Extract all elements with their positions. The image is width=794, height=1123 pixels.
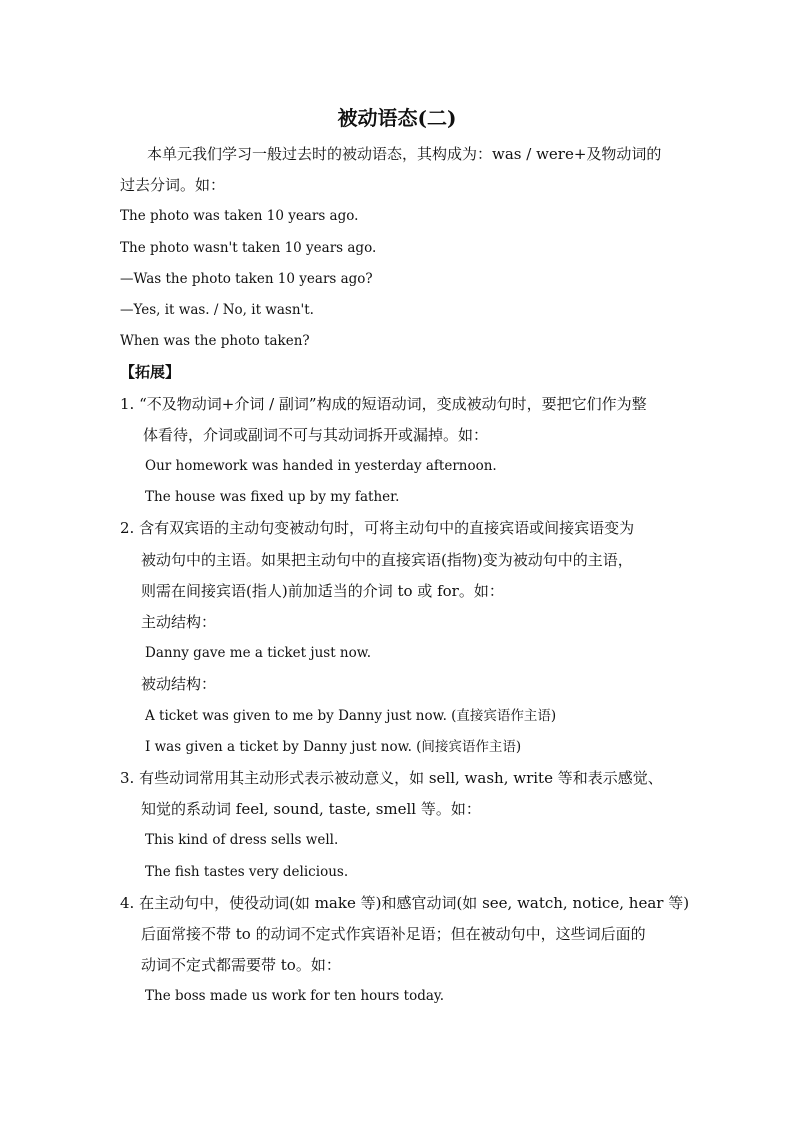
point-1-line: 1. “不及物动词+介词 / 副词”构成的短语动词，变成被动句时，要把它们作为整 <box>120 395 647 413</box>
intro-line-2: 过去分词。如： <box>120 176 226 194</box>
point-3-line: 知觉的系动词 feel, sound, taste, smell 等。如： <box>141 800 481 818</box>
point-4-example: The boss made us work for ten hours today. <box>145 988 445 1004</box>
example-sentence: When was the photo taken? <box>120 333 310 349</box>
point-3-line: 3. 有些动词常用其主动形式表示被动意义，如 sell, wash, write 等和表示感觉、 <box>120 769 663 787</box>
example-sentence: The photo was taken 10 years ago. <box>120 208 359 224</box>
point-1-line: 体看待，介词或副词不可与其动词拆开或漏掉。如： <box>143 426 489 444</box>
passive-structure-label: 被动结构： <box>141 675 217 693</box>
passive-example: A ticket was given to me by Danny just now. (直接宾语作主语) <box>145 708 557 724</box>
point-2-line: 2. 含有双宾语的主动句变被动句时，可将主动句中的直接宾语或间接宾语变为 <box>120 519 635 537</box>
example-sentence: The photo wasn't taken 10 years ago. <box>120 240 377 256</box>
point-1-example: The house was fixed up by my father. <box>145 489 400 505</box>
section-heading: 【拓展】 <box>120 363 181 381</box>
active-structure-label: 主动结构： <box>141 613 217 631</box>
example-sentence: —Was the photo taken 10 years ago? <box>120 271 373 287</box>
point-3-example: The fish tastes very delicious. <box>145 864 349 880</box>
point-4-line: 动词不定式都需要带 to。如： <box>141 956 341 974</box>
example-sentence: —Yes, it was. / No, it wasn't. <box>120 302 314 318</box>
point-4-line: 4. 在主动句中，使役动词(如 make 等)和感官动词(如 see, watch, notice, hear 等) <box>120 894 690 912</box>
active-example: Danny gave me a ticket just now. <box>145 645 371 661</box>
point-2-line: 则需在间接宾语(指人)前加适当的介词 to 或 for。如： <box>141 582 504 600</box>
page-title: 被动语态(二) <box>337 106 457 130</box>
intro-line-1: 本单元我们学习一般过去时的被动语态，其构成为：was / were+及物动词的 <box>147 145 662 163</box>
point-1-example: Our homework was handed in yesterday afternoon. <box>145 458 497 474</box>
point-3-example: This kind of dress sells well. <box>145 832 339 848</box>
point-2-line: 被动句中的主语。如果把主动句中的直接宾语(指物)变为被动句中的主语， <box>141 551 633 569</box>
point-4-line: 后面常接不带 to 的动词不定式作宾语补足语；但在被动句中，这些词后面的 <box>141 925 646 943</box>
passive-example: I was given a ticket by Danny just now. (间接宾语作主语) <box>145 739 522 755</box>
